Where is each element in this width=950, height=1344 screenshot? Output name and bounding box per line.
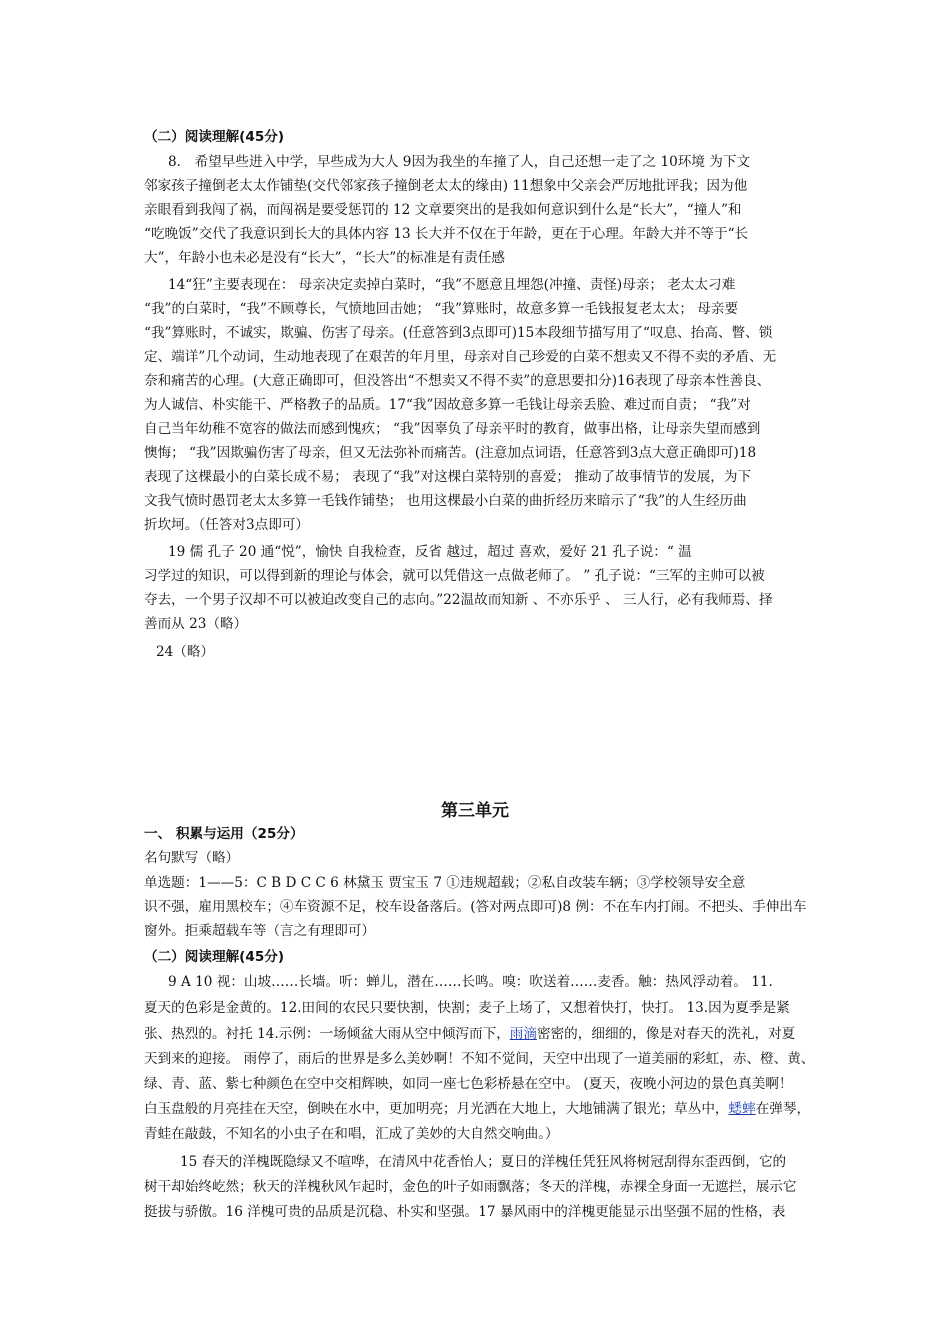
text-line: “我”算账时，不诚实，欺骗、伤害了母亲。(任意答到3点即可)15本段细节描写用了“叹息、抬高、瞥、锁: [144, 325, 773, 341]
word-link[interactable]: 雨滴: [509, 1026, 537, 1042]
unit-title: 第三单元: [441, 801, 509, 821]
text-line: 识不强，雇用黑校车；④车资源不足，校车设备落后。(答对两点即可)8 例：不在车内打闹。不把头、手伸出车: [144, 899, 807, 915]
text-line: 为人诚信、朴实能干、严格教子的品质。17“我”因故意多算一毛钱让母亲丢脸、难过而自责； “我”对: [144, 397, 751, 413]
text-line: 15 春天的洋槐既隐绿又不喧哗，在清风中花香怡人；夏日的洋槐任凭狂风将树冠刮得东歪西倒，它的: [180, 1154, 787, 1170]
text-line: 大”，年龄小也未必是没有“长大”，“长大”的标准是有责任感: [144, 250, 505, 266]
text-line: 夏天的色彩是金黄的。12.田间的农民只要快割，快割；麦子上场了，又想着快打，快打。 13.因为夏季是紧: [144, 1000, 790, 1016]
text-fragment: 白玉盘般的月亮挂在天空，倒映在水中，更加明亮；月光洒在大地上，大地铺满了银光；草丛中，: [144, 1101, 729, 1117]
text-line: “我”的白菜时，“我”不顾尊长，气愤地回击她； “我”算账时，故意多算一毛钱报复老太太； 母亲要: [144, 301, 739, 317]
text-line: 8． 希望早些进入中学，早些成为大人 9因为我坐的车撞了人，自己还想一走了之 10环境 为下文: [168, 154, 751, 170]
text-line: 窗外。拒乘超载车等（言之有理即可）: [144, 923, 376, 939]
text-line: 奈和痛苦的心理。(大意正确即可，但没答出“不想卖又不得不卖”的意思要扣分)16表现了母亲本性善良、: [144, 373, 771, 389]
section-heading-accumulation: 一、 积累与运用（25分）: [144, 826, 304, 842]
text-line: 文我气愤时愚罚老太太多算一毛钱作铺垫； 也用这棵最小白菜的曲折经历来暗示了“我”的人生经历曲: [144, 493, 747, 509]
text-line: [144, 1022, 814, 1046]
text-line: 天到来的迎接。 雨停了，雨后的世界是多么美妙啊！不知不觉间，天空中出现了一道美丽的彩虹，赤、橙、黄、: [144, 1051, 814, 1067]
text-line: [144, 1097, 814, 1121]
text-line: “吃晚饭”交代了我意识到长大的具体内容 13 长大并不仅在于年龄，更在于心理。年龄大并不等于“长: [144, 226, 749, 242]
text-line: 习学过的知识，可以得到新的理论与体会，就可以凭借这一点做老师了。 ” 孔子说：“三军的主帅可以被: [144, 568, 765, 584]
text-line: 名句默写（略）: [144, 850, 240, 866]
text-line: 19 儒 孔子 20 通“悦”，愉快 自我检查，反省 越过，超过 喜欢，爱好 21 孔子说：“ 温: [168, 544, 692, 560]
section-heading-reading-2: （二）阅读理解(45分): [144, 949, 285, 965]
text-line: 自己当年幼稚不宽容的做法而感到愧疚； “我”因辜负了母亲平时的教育，做事出格，让母亲失望而感到: [144, 421, 761, 437]
section-heading-reading: （二）阅读理解(45分): [144, 129, 285, 145]
text-fragment: 在弹琴，: [755, 1101, 811, 1117]
text-line: 14“狂”主要表现在： 母亲决定卖掉白菜时，“我”不愿意且埋怨(冲撞、责怪)母亲； 老太太刁难: [168, 277, 736, 293]
text-line: 邻家孩子撞倒老太太作铺垫(交代邻家孩子撞倒老太太的缘由) 11想象中父亲会严厉地批评我；因为他: [144, 178, 748, 194]
text-line: 绿、青、蓝、紫七种颜色在空中交相辉映，如同一座七色彩桥悬在空中。 (夏天，夜晚小河边的景色真美啊！: [144, 1076, 793, 1092]
text-fragment: 密密的，细细的，像是对春天的洗礼，对夏: [536, 1026, 796, 1042]
text-line: 树干却始终屹然；秋天的洋槐秋风乍起时，金色的叶子如雨飘落；冬天的洋槐，赤裸全身面一无遮拦，展示它: [144, 1179, 797, 1195]
text-line: 定、端详”几个动词，生动地表现了在艰苦的年月里，母亲对自己珍爱的白菜不想卖又不得不卖的矛盾、无: [144, 349, 777, 365]
text-line: 单选题：1——5：C B D C C 6 林黛玉 贾宝玉 7 ①违规超载；②私自改装车辆；③学校领导安全意: [144, 875, 746, 891]
text-line: 夺去，一个男子汉却不可以被迫改变自己的志向。”22温故而知新 、不亦乐乎 、 三人行，必有我师焉、择: [144, 592, 773, 608]
text-line: 善而从 23（略）: [144, 616, 248, 632]
word-link[interactable]: 蟋蟀: [728, 1101, 756, 1117]
text-line: 挺拔与骄傲。16 洋槐可贵的品质是沉稳、朴实和坚强。17 暴风雨中的洋槐更能显示出坚强不屈的性格，表: [144, 1204, 786, 1220]
text-line: 9 A 10 视：山坡……长墙。听：蝉儿，潜在……长鸣。嗅：吹送着……麦香。触：热风浮动着。 11.: [168, 974, 773, 990]
text-line: 亲眼看到我闯了祸，而闯祸是要受惩罚的 12 文章要突出的是我如何意识到什么是“长大”，“撞人”和: [144, 202, 742, 218]
text-line: 青蛙在敲鼓，不知名的小虫子在和唱，汇成了美妙的大自然交响曲。）: [144, 1126, 559, 1142]
text-fragment: 张、热烈的。衬托 14.示例：一场倾盆大雨从空中倾泻而下，: [144, 1026, 510, 1042]
text-line: 表现了这棵最小的白菜长成不易； 表现了“我”对这棵白菜特别的喜爱； 推动了故事情节的发展，为下: [144, 469, 752, 485]
text-line: 24（略）: [156, 644, 215, 660]
text-line: 折坎坷。（任答对3点即可）: [144, 517, 309, 533]
text-line: 懊悔； “我”因欺骗伤害了母亲，但又无法弥补而痛苦。(注意加点词语，任意答到3点大意正确即可)18: [144, 445, 757, 461]
